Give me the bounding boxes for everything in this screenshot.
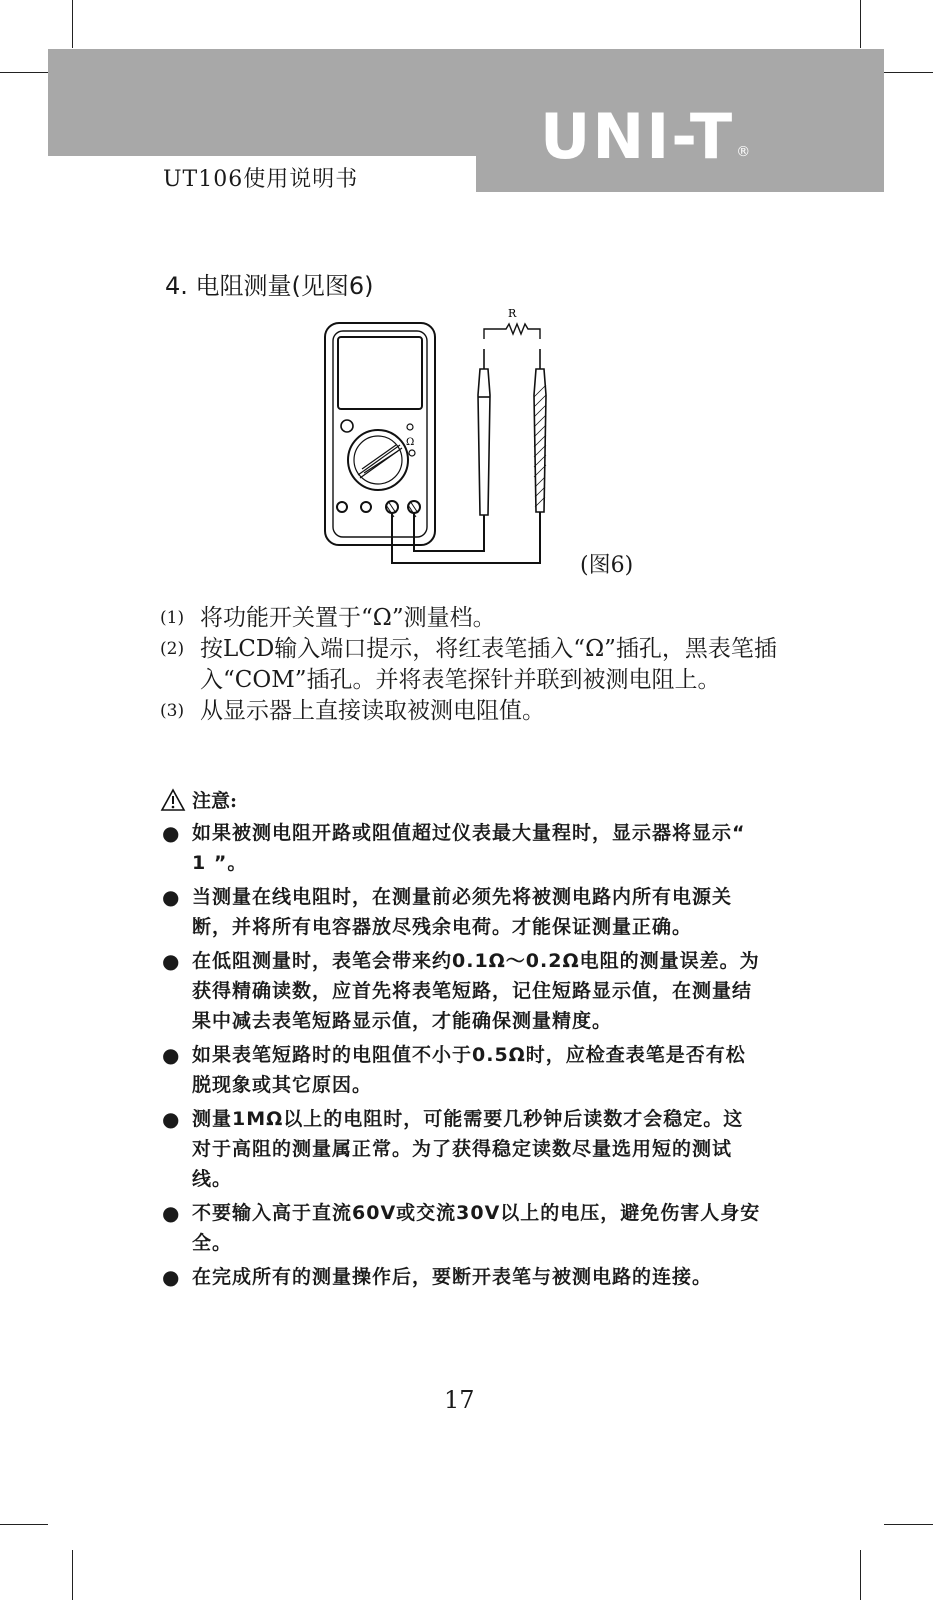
resistor-label: R xyxy=(508,307,517,320)
step-text: 将功能开关置于“Ω”测量档。 xyxy=(200,605,496,631)
notice-text: 在低阻测量时，表笔会带来约0.1Ω～0.2Ω电阻的测量误差。为获得精确读数，应首先将表笔短路，记住短路显示值，在测量结果中减去表笔短路显示值，才能确保测量精度。 xyxy=(192,950,760,1032)
step-number: (3) xyxy=(160,701,185,721)
meter-display xyxy=(338,337,422,409)
page-number: 17 xyxy=(444,1386,475,1414)
crop-mark xyxy=(0,72,48,73)
list-item xyxy=(162,1104,762,1194)
multimeter-diagram xyxy=(320,305,580,580)
brand-logo xyxy=(540,100,753,173)
figure-caption: (图6) xyxy=(580,553,634,578)
step-number: (1) xyxy=(160,608,185,628)
header-band xyxy=(48,49,884,156)
list-item xyxy=(160,696,780,727)
section-title: 4. 电阻测量(见图6) xyxy=(165,272,374,300)
bullet-dot-icon: ● xyxy=(162,1043,180,1067)
step-text: 从显示器上直接读取被测电阻值。 xyxy=(200,698,545,724)
bullet-dot-icon: ● xyxy=(162,1265,180,1289)
list-item xyxy=(162,1262,762,1292)
warning-triangle-icon xyxy=(160,788,186,812)
notice-text: 不要输入高于直流60V或交流30V以上的电压，避免伤害人身安全。 xyxy=(192,1202,761,1254)
crop-mark xyxy=(72,1550,73,1600)
notice-heading xyxy=(160,786,237,813)
step-number: (2) xyxy=(160,639,185,659)
crop-mark xyxy=(860,1550,861,1600)
list-item xyxy=(160,634,780,696)
step-list xyxy=(160,603,780,727)
step-text: 按LCD输入端口提示，将红表笔插入“Ω”插孔，黑表笔插入“COM”插孔。并将表笔探针并联到被测电阻上。 xyxy=(200,636,777,693)
crop-mark xyxy=(884,1524,933,1525)
registered-mark: ® xyxy=(736,144,753,160)
notice-text: 在完成所有的测量操作后，要断开表笔与被测电路的连接。 xyxy=(192,1266,713,1288)
ohm-dial-label: Ω xyxy=(406,437,415,448)
bullet-dot-icon: ● xyxy=(162,949,180,973)
crop-mark xyxy=(860,0,861,48)
list-item xyxy=(162,1040,762,1100)
crop-mark xyxy=(0,1524,48,1525)
list-item xyxy=(162,1198,762,1258)
notice-text: 如果被测电阻开路或阻值超过仪表最大量程时，显示器将显示“ 1 ”。 xyxy=(192,822,746,874)
bullet-dot-icon: ● xyxy=(162,821,180,845)
crop-mark xyxy=(72,0,73,48)
notice-list xyxy=(162,818,762,1296)
brand-logo-text: UNI-T xyxy=(540,100,735,173)
bullet-dot-icon: ● xyxy=(162,1201,180,1225)
notice-text: 如果表笔短路时的电阻值不小于0.5Ω时，应检查表笔是否有松脱现象或其它原因。 xyxy=(192,1044,746,1096)
resistor-symbol xyxy=(484,324,540,339)
list-item xyxy=(162,946,762,1036)
notice-text: 当测量在线电阻时，在测量前必须先将被测电路内所有电源关断，并将所有电容器放尽残余电荷。才能保证测量正确。 xyxy=(192,886,733,938)
notice-text: 测量1MΩ以上的电阻时，可能需要几秒钟后读数才会稳定。这对于高阻的测量属正常。为了获得稳定读数尽量选用短的测试线。 xyxy=(192,1108,744,1190)
notice-label: 注意: xyxy=(192,790,238,812)
list-item xyxy=(162,818,762,878)
bullet-dot-icon: ● xyxy=(162,1107,180,1131)
list-item xyxy=(160,603,780,634)
bullet-dot-icon: ● xyxy=(162,885,180,909)
crop-mark xyxy=(884,72,933,73)
manual-title: UT106使用说明书 xyxy=(163,167,359,192)
list-item xyxy=(162,882,762,942)
